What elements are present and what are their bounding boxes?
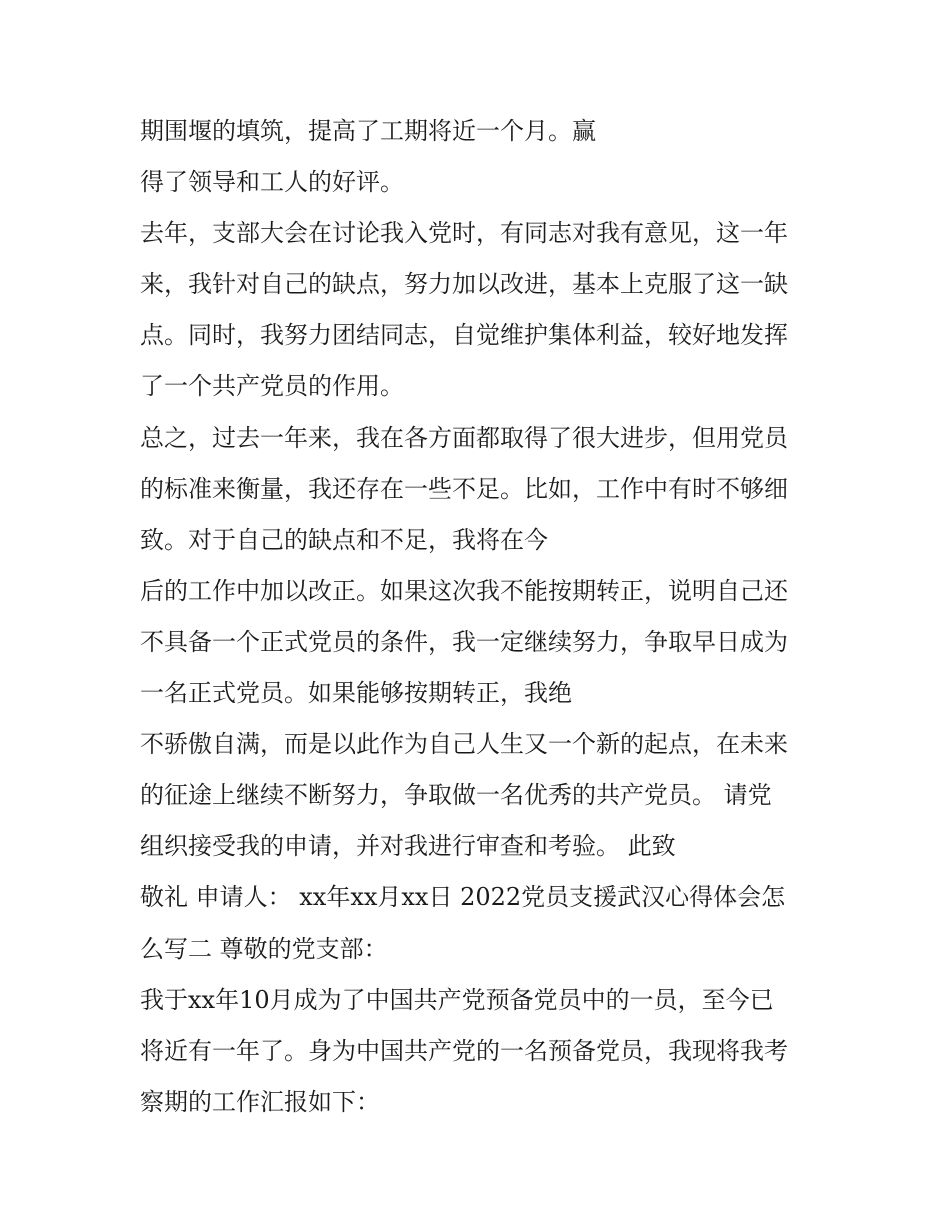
text-line: 期围堰的填筑，提高了工期将近一个月。赢 xyxy=(140,117,596,145)
text-line: 组织接受我的申请，并对我进行审查和考验。 此致 xyxy=(140,832,676,861)
text-line: 不骄傲自满，而是以此作为自己人生又一个新的起点，在未来 xyxy=(140,730,788,759)
text-line: 将近有一年了。身为中国共产党的一名预备党员，我现将我考 xyxy=(140,1036,788,1065)
text-line: 一名正式党员。如果能够按期转正，我绝 xyxy=(140,679,572,708)
text-line: 点。同时，我努力团结同志，自觉维护集体利益，较好地发挥 xyxy=(140,321,788,350)
text-line: 不具备一个正式党员的条件，我一定继续努力，争取早日成为 xyxy=(140,627,788,656)
text-line: 来，我针对自己的缺点，努力加以改进，基本上克服了这一缺 xyxy=(140,270,788,299)
text-line: 致。对于自己的缺点和不足，我将在今 xyxy=(140,525,548,554)
body-text xyxy=(140,106,840,1128)
text-line: 去年，支部大会在讨论我入党时，有同志对我有意见，这一年 xyxy=(140,219,788,248)
text-line: 总之，过去一年来，我在各方面都取得了很大进步，但用党员 xyxy=(140,423,788,452)
text-line: 的标准来衡量，我还存在一些不足。比如，工作中有时不够细 xyxy=(140,474,788,503)
text-line: 么写二 尊敬的党支部： xyxy=(140,934,388,963)
text-line: 敬礼 申请人： xx年xx月xx日 2022党员支援武汉心得体会怎 xyxy=(140,883,786,912)
text-line: 的征途上继续不断努力，争取做一名优秀的共产党员。 请党 xyxy=(140,781,772,810)
text-line: 察期的工作汇报如下： xyxy=(140,1087,380,1116)
text-line: 我于xx年10月成为了中国共产党预备党员中的一员，至今已 xyxy=(140,985,774,1014)
text-line: 后的工作中加以改正。如果这次我不能按期转正，说明自己还 xyxy=(140,576,788,605)
text-line: 得了领导和工人的好评。 xyxy=(140,168,404,197)
text-line: 了一个共产党员的作用。 xyxy=(140,372,404,401)
